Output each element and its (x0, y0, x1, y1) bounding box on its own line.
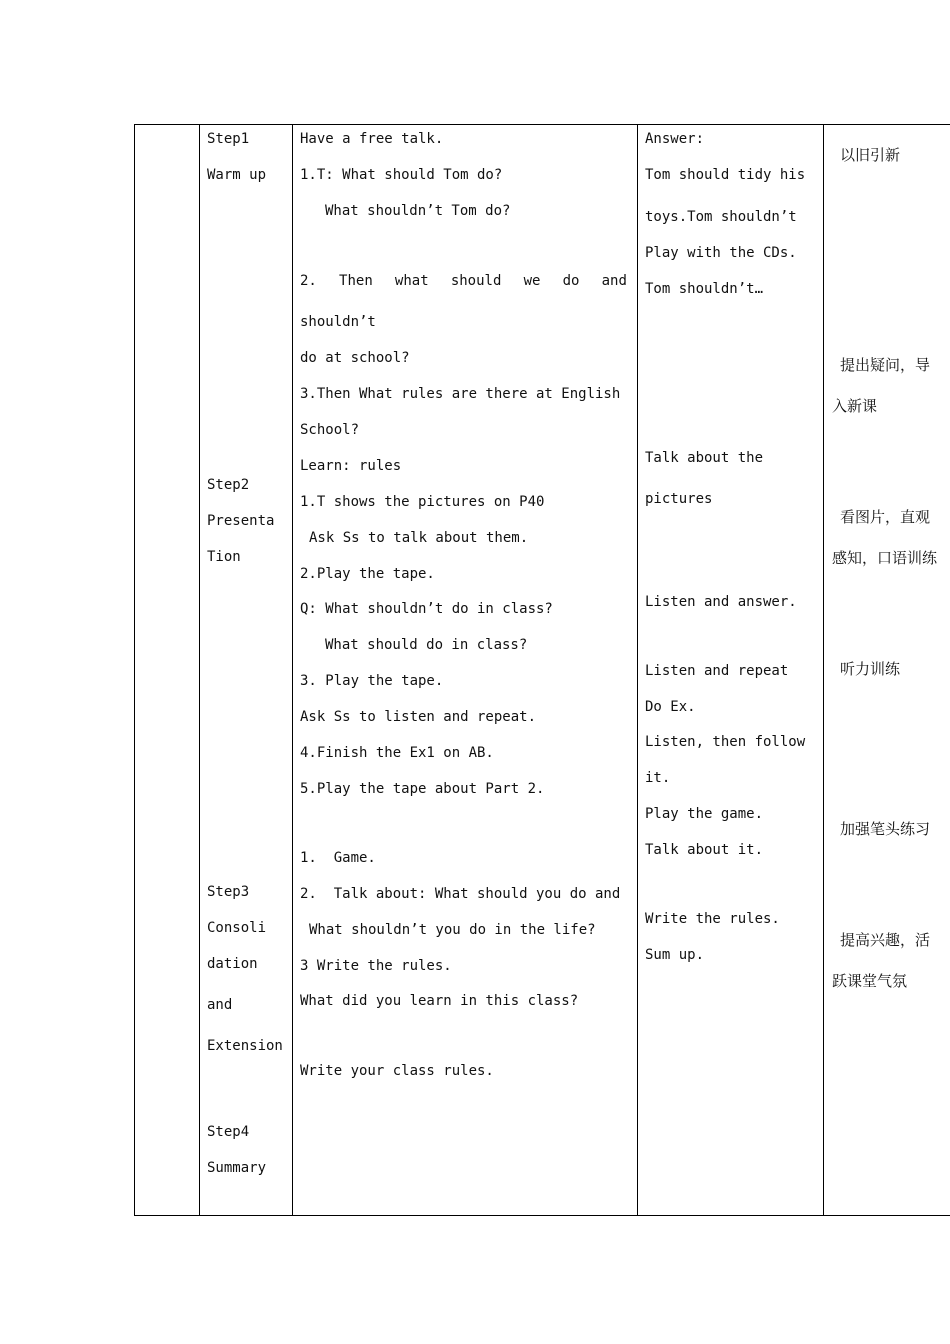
student-line: it. (645, 770, 671, 786)
step2-title: Step2 (207, 477, 250, 493)
teacher-line: 1.T: What should Tom do? (300, 167, 503, 183)
teacher-line: 3 Write the rules. (300, 958, 452, 974)
teacher-line: What should do in class? (325, 637, 528, 653)
column-divider (823, 125, 824, 1215)
step3-name-line2: dation (207, 956, 258, 972)
step2-name-line1: Presenta (207, 513, 275, 529)
step1-title: Step1 (207, 131, 250, 147)
student-line: Play the game. (645, 806, 764, 822)
teacher-line: 3.Then What rules are there at English (300, 386, 621, 402)
step3-name-line1: Consoli (207, 920, 267, 936)
step3-name-line4: Extension (207, 1038, 283, 1054)
teacher-line: Have a free talk. (300, 131, 444, 147)
student-line: Do Ex. (645, 699, 696, 715)
teacher-line: 2.Play the tape. (300, 566, 435, 582)
teacher-justified-line (300, 273, 627, 289)
student-line: Tom should tidy his (645, 167, 806, 183)
purpose-line: 跃课堂气氛 (832, 972, 908, 990)
step4-title: Step4 (207, 1124, 250, 1140)
step3-title: Step3 (207, 884, 250, 900)
word: and (601, 273, 627, 289)
teacher-line: What shouldn’t you do in the life? (309, 922, 596, 938)
teacher-line: 1.T shows the pictures on P40 (300, 494, 545, 510)
teacher-line: 5.Play the tape about Part 2. (300, 781, 545, 797)
step1-name: Warm up (207, 167, 267, 183)
student-line: Listen and answer. (645, 594, 797, 610)
word: do (562, 273, 580, 289)
student-line: Talk about the (645, 450, 764, 466)
teacher-line: What did you learn in this class? (300, 993, 579, 1009)
teacher-line: shouldn’t (300, 314, 376, 330)
purpose-line: 提出疑问，导 (840, 356, 931, 374)
column-divider (637, 125, 638, 1215)
step3-name-line3: and (207, 997, 233, 1013)
word: should (450, 273, 502, 289)
student-line: Listen and repeat (645, 663, 789, 679)
step4-name: Summary (207, 1160, 267, 1176)
teacher-line: 4.Finish the Ex1 on AB. (300, 745, 494, 761)
column-divider (199, 125, 200, 1215)
teacher-line: What shouldn’t Tom do? (325, 203, 511, 219)
student-line: toys.Tom shouldn’t (645, 209, 797, 225)
purpose-line: 入新课 (832, 397, 878, 415)
word: Then (339, 273, 373, 289)
teacher-line: Ask Ss to talk about them. (309, 530, 529, 546)
word: what (394, 273, 429, 289)
purpose-line: 加强笔头练习 (840, 820, 931, 838)
teacher-line: Write your class rules. (300, 1063, 494, 1079)
student-line: Sum up. (645, 947, 705, 963)
teacher-line: 2. Talk about: What should you do and (300, 886, 621, 902)
teacher-line: 3. Play the tape. (300, 673, 444, 689)
student-line: Answer: (645, 131, 705, 147)
purpose-line: 以旧引新 (840, 146, 901, 164)
teacher-line: Learn: rules (300, 458, 402, 474)
word: we (523, 273, 541, 289)
teacher-line: Q: What shouldn’t do in class? (300, 601, 553, 617)
purpose-line: 听力训练 (840, 660, 901, 678)
teacher-line: School? (300, 422, 360, 438)
teacher-line: do at school? (300, 350, 410, 366)
student-line: Talk about it. (645, 842, 764, 858)
teacher-line: Ask Ss to listen and repeat. (300, 709, 537, 725)
student-line: Listen, then follow (645, 734, 806, 750)
student-line: Tom shouldn’t… (645, 281, 764, 297)
student-line: pictures (645, 491, 713, 507)
purpose-line: 提高兴趣，活 (840, 931, 931, 949)
step2-name-line2: Tion (207, 549, 241, 565)
column-divider (292, 125, 293, 1215)
word: 2. (300, 273, 317, 289)
purpose-line: 感知，口语训练 (832, 549, 938, 567)
teacher-line: 1. Game. (300, 850, 376, 866)
student-line: Play with the CDs. (645, 245, 797, 261)
student-line: Write the rules. (645, 911, 780, 927)
purpose-line: 看图片，直观 (840, 508, 931, 526)
